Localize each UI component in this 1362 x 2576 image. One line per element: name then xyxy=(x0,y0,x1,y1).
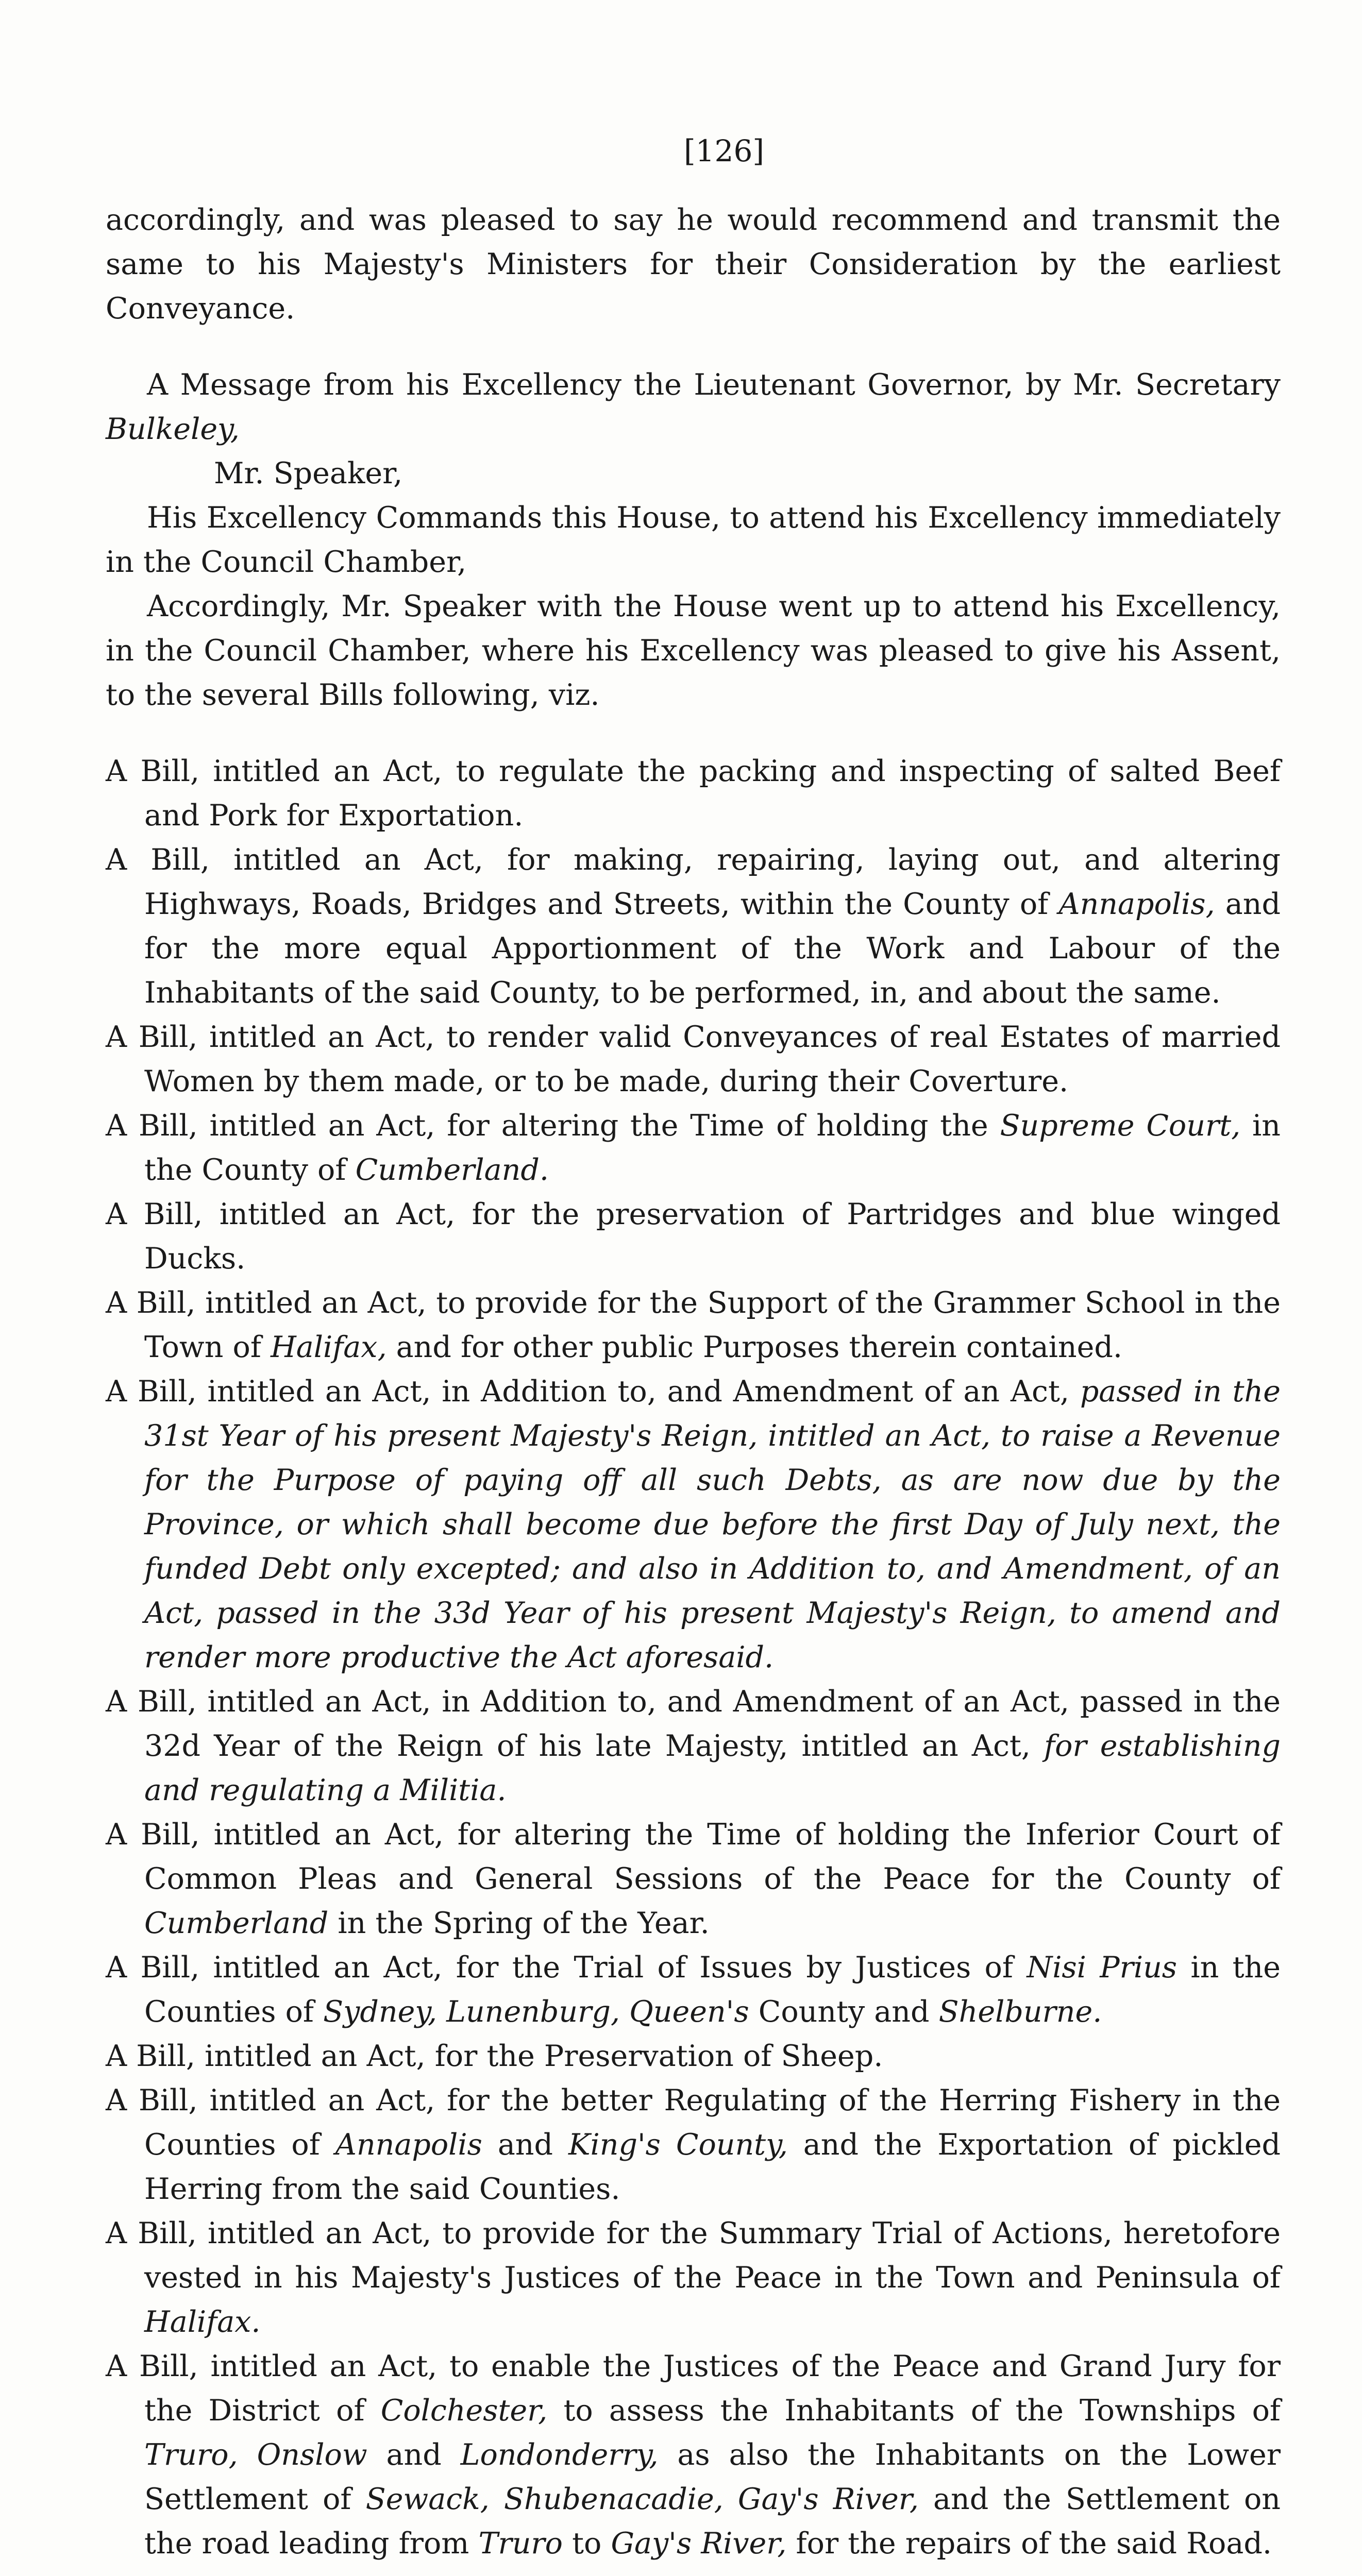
bill-text-segment: A Bill, intitled an Act, for making, repairing, laying out, and altering Highways, Roads, Bridges and Streets, within the County of xyxy=(106,843,1281,921)
bill-text-segment: in the Spring of the Year. xyxy=(328,1906,710,1940)
bill-text-segment: County and xyxy=(749,1995,939,2029)
bill-item xyxy=(106,838,1281,1015)
bill-text-segment: Cumberland. xyxy=(355,1153,549,1187)
bill-text-segment: and xyxy=(367,2438,461,2472)
bill-text-segment: and for other public Purposes therein contained. xyxy=(386,1330,1122,1364)
bill-text-segment xyxy=(561,1552,572,1586)
bill-text-segment: Nisi Prius xyxy=(1027,1951,1178,1985)
bill-text-segment: to xyxy=(562,2527,611,2561)
bill-text-segment: and for the more equal Apportionment of the Work and Labour of the Inhabitants of the said County, to be performed, in, and about the same. xyxy=(144,887,1281,1010)
bill-text-segment: and the Exportation of pickled Herring from the said Counties. xyxy=(144,2128,1281,2206)
bill-text-segment: Halifax, xyxy=(271,1330,387,1364)
bill-text-segment: Sydney, Lunenburg, Queen's xyxy=(323,1995,749,2029)
bill-text-segment: A Bill, intitled an Act, for the better Regulating of the Herring Fishery in the Counties of xyxy=(106,2083,1281,2162)
document-page xyxy=(106,129,1281,2576)
bill-text-segment: and also in Addition to, and Amendment, of an Act, passed in the 33d Year of his present Majesty's Reign, to amend and render more productive the Act aforesaid. xyxy=(144,1552,1281,1674)
bill-text-segment: in the Counties of xyxy=(144,1951,1281,2029)
message-command: His Excellency Commands this House, to attend his Excellency immediately in the Council Chamber, xyxy=(106,501,1281,579)
bill-text-segment: Supreme Court, xyxy=(1000,1109,1241,1143)
bill-text-segment: A Bill, intitled an Act, for the preservation of Partridges and blue winged Ducks. xyxy=(106,1197,1281,1276)
bill-item xyxy=(106,1015,1281,1104)
secretary-name: Bulkeley, xyxy=(106,412,240,446)
bill-item xyxy=(106,1281,1281,1369)
bill-text-segment: A Bill, intitled an Act, in Addition to, and Amendment of an Act, xyxy=(106,1375,1080,1409)
bill-text-segment: Colchester, xyxy=(380,2394,548,2428)
message-intro xyxy=(106,363,1281,451)
page-number: [126] xyxy=(684,133,764,168)
bill-text-segment: as also the Inhabitants on the Lower Settlement of xyxy=(144,2438,1281,2516)
bill-item xyxy=(106,1369,1281,1680)
bill-text-segment: Halifax. xyxy=(144,2305,261,2339)
opening-paragraph: accordingly, and was pleased to say he would recommend and transmit the same to his Majesty's Ministers for their Consideration by the earliest Conveyance. xyxy=(106,203,1281,326)
bill-text-segment: and xyxy=(482,2128,568,2162)
bill-text-segment: passed in the 31st Year of his present Majesty's Reign, intitled an Act, to raise a Revenue for the Purpose of paying off all such Debts, as are now due by the Province, or which shall become due before the first Day of July next, the funded Debt only excepted; xyxy=(144,1375,1281,1586)
bill-text-segment: A Bill, intitled an Act, to provide for the Support of the Grammer School in the Town of xyxy=(106,1286,1281,1364)
bill-text-segment: Truro, Onslow xyxy=(144,2438,367,2472)
bill-text-segment: A Bill, intitled an Act, to regulate the packing and inspecting of salted Beef and Pork for Exportation. xyxy=(106,754,1281,833)
message-intro-text: A Message from his Excellency the Lieutenant Governor, by Mr. Secretary xyxy=(147,368,1281,402)
bill-text-segment: Cumberland xyxy=(144,1906,329,1940)
bill-item xyxy=(106,749,1281,838)
bill-item xyxy=(106,1104,1281,1192)
bill-text-segment: Gay's River, xyxy=(611,2527,787,2561)
bill-item xyxy=(106,2034,1281,2078)
bill-item xyxy=(106,1945,1281,2034)
bill-list xyxy=(106,749,1281,2566)
bill-text-segment: Truro xyxy=(478,2527,563,2561)
bill-text-segment: Annapolis, xyxy=(1058,887,1215,921)
bill-text-segment: Shelburne. xyxy=(938,1995,1102,2029)
bill-text-segment: A Bill, intitled an Act, in Addition to, and Amendment of an Act, passed in the 32d Year of the Reign of his late Majesty, intitled an Act, xyxy=(106,1685,1281,1763)
message-salutation: Mr. Speaker, xyxy=(214,456,403,490)
bill-text-segment: to assess the Inhabitants of the Townships of xyxy=(547,2394,1281,2428)
bill-item xyxy=(106,1812,1281,1945)
bill-text-segment: Sewack, Shubenacadie, Gay's River, xyxy=(365,2482,919,2516)
bill-text-segment: for the repairs of the said Road. xyxy=(786,2527,1272,2561)
bill-text-segment: King's County, xyxy=(568,2128,788,2162)
bill-item xyxy=(106,2078,1281,2211)
bill-text-segment: and the Settlement on the road leading from xyxy=(144,2482,1281,2561)
bill-text-segment: A Bill, intitled an Act, for the Preservation of Sheep. xyxy=(106,2039,883,2073)
bill-text-segment: A Bill, intitled an Act, for altering the Time of holding the xyxy=(106,1109,1000,1143)
bill-text-segment: A Bill, intitled an Act, for altering the Time of holding the Inferior Court of Common Pleas and General Sessions of the Peace for the County of xyxy=(106,1818,1281,1896)
bill-item xyxy=(106,2211,1281,2344)
bill-text-segment: Annapolis xyxy=(335,2128,482,2162)
message-accordingly: Accordingly, Mr. Speaker with the House went up to attend his Excellency, in the Council Chamber, where his Excellency was pleased to give his Assent, to the several Bills following, viz. xyxy=(106,589,1281,712)
bill-item xyxy=(106,1192,1281,1281)
bill-text-segment: A Bill, intitled an Act, for the Trial of Issues by Justices of xyxy=(106,1951,1027,1985)
bill-item xyxy=(106,1680,1281,1812)
bill-text-segment: Londonderry, xyxy=(460,2438,659,2472)
bill-text-segment: in the County of xyxy=(144,1109,1281,1187)
bill-text-segment: A Bill, intitled an Act, to render valid Conveyances of real Estates of married Women by them made, or to be made, during their Coverture. xyxy=(106,1020,1281,1098)
bill-item xyxy=(106,2344,1281,2566)
bill-text-segment: A Bill, intitled an Act, to provide for the Summary Trial of Actions, heretofore vested in his Majesty's Justices of the Peace in the Town and Peninsula of xyxy=(106,2216,1281,2295)
bill-text-segment: for establishing and regulating a Militia. xyxy=(144,1729,1281,1807)
bill-text-segment: A Bill, intitled an Act, to enable the Justices of the Peace and Grand Jury for the District of xyxy=(106,2349,1281,2428)
